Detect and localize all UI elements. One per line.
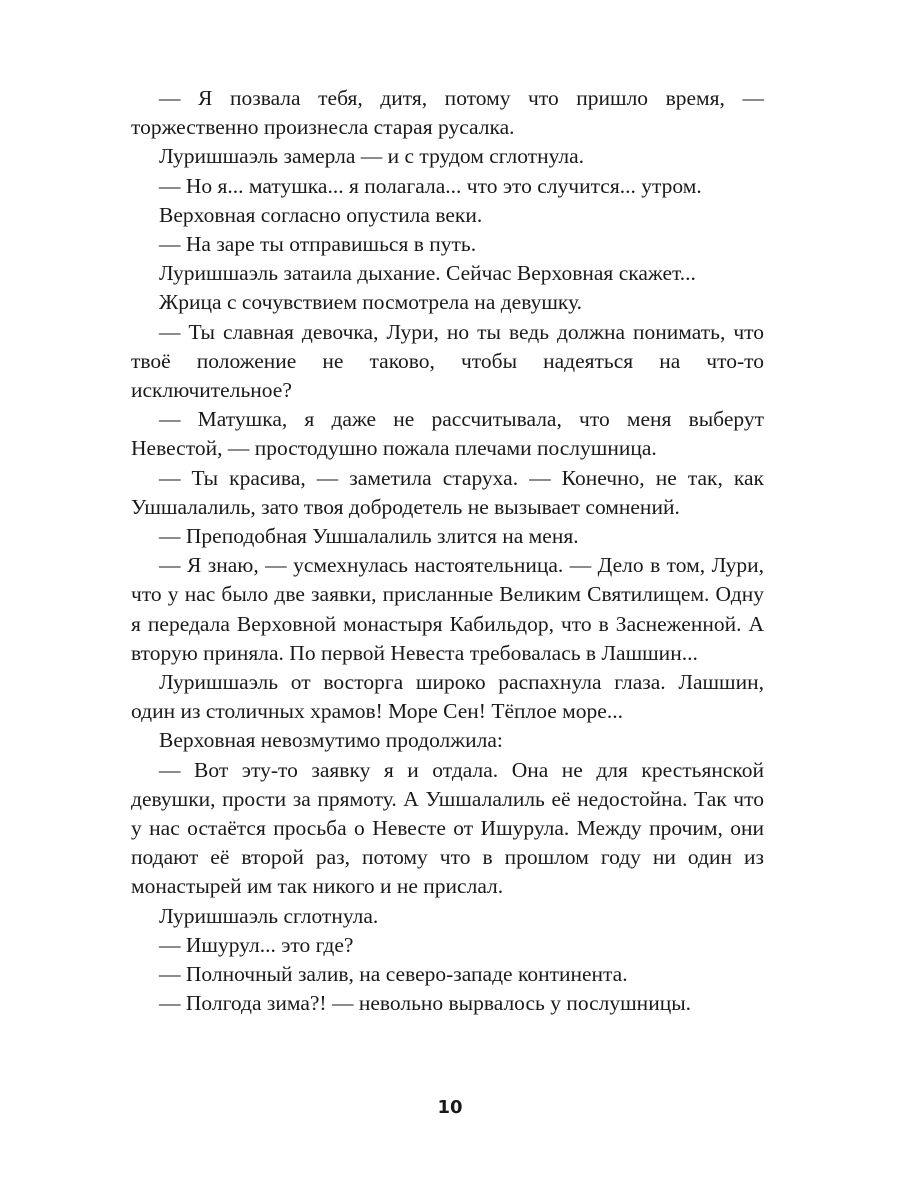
page-text <box>131 84 764 1019</box>
paragraph: — Я знаю, — усмехнулась настоятельница. — Дело в том, Лури, что у нас было две заявки, присланные Великим Святилищем. Одну я передала Верховной монастыря Кабильдор, что в Заснеженной. А вторую приняла. По первой Невеста требовалась в Лашшин... <box>131 553 764 665</box>
paragraph: — Ишурул... это где? <box>159 932 354 957</box>
paragraph: — Полгода зима?! — невольно вырвалось у послушницы. <box>159 991 692 1016</box>
paragraph: — Я позвала тебя, дитя, потому что пришло время, — торжественно произнесла старая русалка. <box>131 86 764 140</box>
paragraph: — Ты красива, — заметила старуха. — Конечно, не так, как Ушшалалиль, зато твоя добродетель не вызывает сомнений. <box>131 465 764 519</box>
paragraph: — Но я... матушка... я полагала... что это случится... утром. <box>159 173 702 198</box>
paragraph: — Преподобная Ушшалалиль злится на меня. <box>159 524 579 549</box>
paragraph: Жрица с сочувствием посмотрела на девушку. <box>159 290 583 315</box>
paragraph: — На заре ты отправишься в путь. <box>159 232 477 257</box>
paragraph: Луришшаэль затаила дыхание. Сейчас Верховная скажет... <box>159 261 696 286</box>
paragraph: — Матушка, я даже не рассчитывала, что меня выберут Невестой, — простодушно пожала плечами послушница. <box>131 407 764 461</box>
paragraph: Луришшаэль замерла — и с трудом сглотнула. <box>159 144 585 169</box>
paragraph: — Вот эту-то заявку я и отдала. Она не для крестьянской девушки, прости за прямоту. А Ушшалалиль её недостойна. Так что у нас остаётся просьба о Невесте от Ишурула. Между прочим, они подают её второй раз, потому что в прошлом году ни один из монастырей им так никого и не прислал. <box>131 757 764 899</box>
paragraph: — Полночный залив, на северо-западе континента. <box>159 962 628 987</box>
paragraph: Луришшаэль сглотнула. <box>159 903 379 928</box>
paragraph: — Ты славная девочка, Лури, но ты ведь должна понимать, что твоё положение не таково, чтобы надеяться на что-то исключительное? <box>131 319 764 403</box>
paragraph: Верховная невозмутимо продолжила: <box>159 728 503 753</box>
paragraph: Луришшаэль от восторга широко распахнула глаза. Лашшин, один из столичных храмов! Море Сен! Тёплое море... <box>131 670 764 724</box>
page-number: 10 <box>437 1097 463 1118</box>
paragraph: Верховная согласно опустила веки. <box>159 202 483 227</box>
